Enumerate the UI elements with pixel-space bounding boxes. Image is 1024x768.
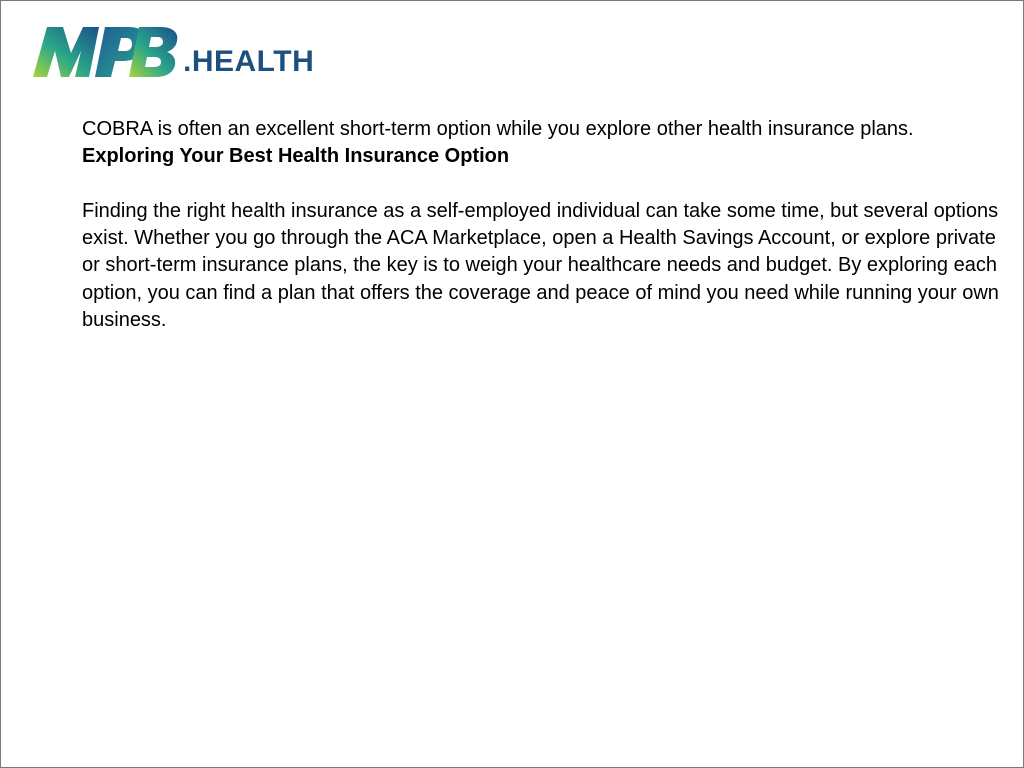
mpb-health-logo <box>33 25 315 81</box>
slide-content <box>82 116 1002 334</box>
intro-paragraph: COBRA is often an excellent short-term option while you explore other health insurance plans. <box>82 118 914 140</box>
mpb-logo-mark <box>33 25 183 81</box>
logo-wordmark: .HEALTH <box>183 45 315 78</box>
section-heading: Exploring Your Best Health Insurance Option <box>82 145 510 168</box>
paragraph-spacer <box>82 171 1002 198</box>
body-paragraph: Finding the right health insurance as a self-employed individual can take some time, but several options exist. Whether you go through the ACA Marketplace, open a Health Savings Account, or explore private or short-term insurance plans, the key is to weigh your healthcare needs and budget. By exploring each option, you can find a plan that offers the coverage and peace of mind you need while running your own business. <box>82 199 999 332</box>
